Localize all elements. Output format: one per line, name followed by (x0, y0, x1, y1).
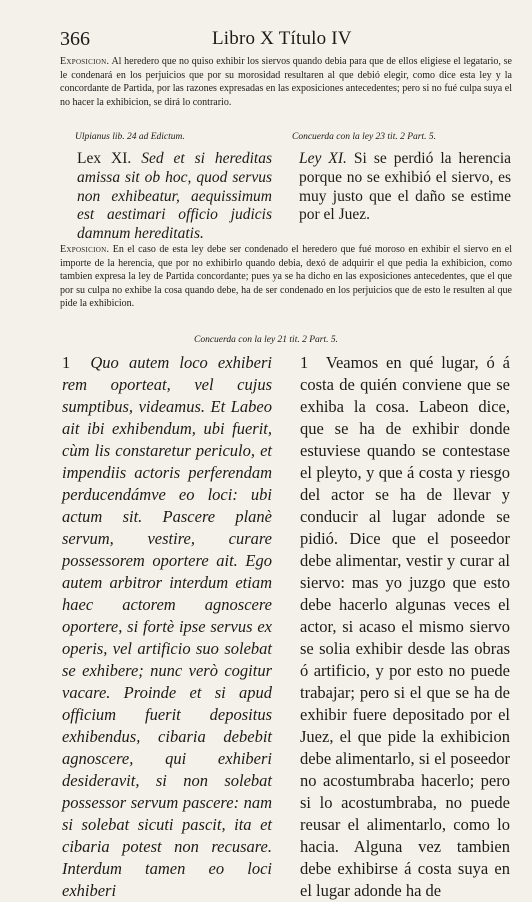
paragraph-number: 1 (300, 353, 309, 372)
citation-concordance-1: Concuerda con la ley 23 tit. 2 Part. 5. (292, 132, 436, 142)
latin-body-text: Quo autem loco exhiberi rem oporteat, vel cujus sumptibus, videamus. Et Labeo ait ibi exhibendum, ubi fuerit, cùm lis constaretur periculo, et impendiis actoris perferendam perducendámve eo loci: ubi actum sit. Pascere planè servum, vestire, curare possessorem oportere ait. Ego autem arbitror interdum etiam haec actorem agnoscere oportere, si fortè ipse servus ex operis, vel artificio suo solebat se exhibere; nunc verò cogitur vacare. Proinde et si apud officium fuerit depositus exhibendus, cibaria debebit agnoscere, qui exhiberi desideravit, si non solebat possessor servum pascere: nam si solebat sicuti pascit, ita et cibaria potest non recusare. Interdum tamen eo loci exhiberi (62, 353, 272, 900)
ley-label: Ley XI. (299, 150, 347, 167)
citation-ulpianus: Ulpianus lib. 24 ad Edictum. (75, 132, 185, 142)
latin-body-column (62, 352, 272, 902)
ley-spanish-text: Si se perdió la herencia porque no se exhibió el siervo, es muy justo que el daño se estime por el Juez. (299, 150, 511, 224)
lex-latin-text: Sed et si hereditas amissa sit ob hoc, quod servus non exhibeatur, aequissimum est aestimari officio judicis damnum hereditatis. (77, 150, 273, 243)
citation-concordance-2: Concuerda con la ley 21 tit. 2 Part. 5. (194, 335, 338, 345)
spanish-body-text: Veamos en qué lugar, ó á costa de quién conviene que se exhiba la cosa. Labeon dice, que se ha de exhibir donde estuviese quando se contestase el pleyto, y que á costa y riesgo del actor se ha de llevar y conducir al lugar adonde se pidió. Dice que el poseedor debe alimentar, vestir y curar al siervo: mas yo juzgo que esto debe hacerlo algunas veces el actor, si acaso el mismo siervo se solia exhibir desde las obras ó artificio, y por esto no puede trabajar; pero si el que se ha de exhibir fuere depositado por el Juez, el que pide la exhibicion debe alimentarlo, si el poseedor no acostumbraba hacerlo; pero si lo acostumbraba, no puede reusar el alimentarlo, como lo hacia. Alguna vez tambien debe exhibirse á costa suya en el lugar adonde ha de (300, 353, 511, 900)
exposition-text: Al heredero que no quiso exhibir los siervos quando debia para que de ellos eligiese el legatario, se le condenará en los perjuicios que por su morosidad resultaren al que debió elegir, como dice esta ley y la concordante de Partida, por las razones expresadas en las exposiciones antecedentes; pero si no fué culpa suya el no hacer la exhibicion, se dirá lo contrario. (60, 56, 512, 108)
exposition-paragraph-2 (60, 243, 512, 311)
ley-spanish-column (299, 150, 511, 225)
spanish-body-column (300, 352, 510, 902)
paragraph-number: 1 (62, 353, 71, 372)
running-title: Libro X Título IV (212, 28, 352, 49)
exposition-lead: Exposicion. (60, 244, 110, 255)
exposition-text: En el caso de esta ley debe ser condenado el heredero que fué moroso en exhibir el siervo en el importe de la herencia, que por no exhibirlo quando debia, dexó de adquirir el que pedia la exhibicion, como tambien expresa la ley de Partida concordante; pues ya se ha dicho en las exposiciones antecedentes, que el que por su culpa no exhibe la cosa quando debe, ha de ser condenado en los perjuicios que de esto le resulten al que pide la exhibicion. (60, 244, 513, 309)
lex-latin-column (77, 150, 272, 244)
page-header (60, 28, 510, 52)
page-number: 366 (60, 28, 90, 50)
exposition-lead: Exposicion. (60, 56, 110, 67)
exposition-paragraph-1 (60, 55, 512, 109)
lex-label: Lex XI. (77, 150, 132, 167)
